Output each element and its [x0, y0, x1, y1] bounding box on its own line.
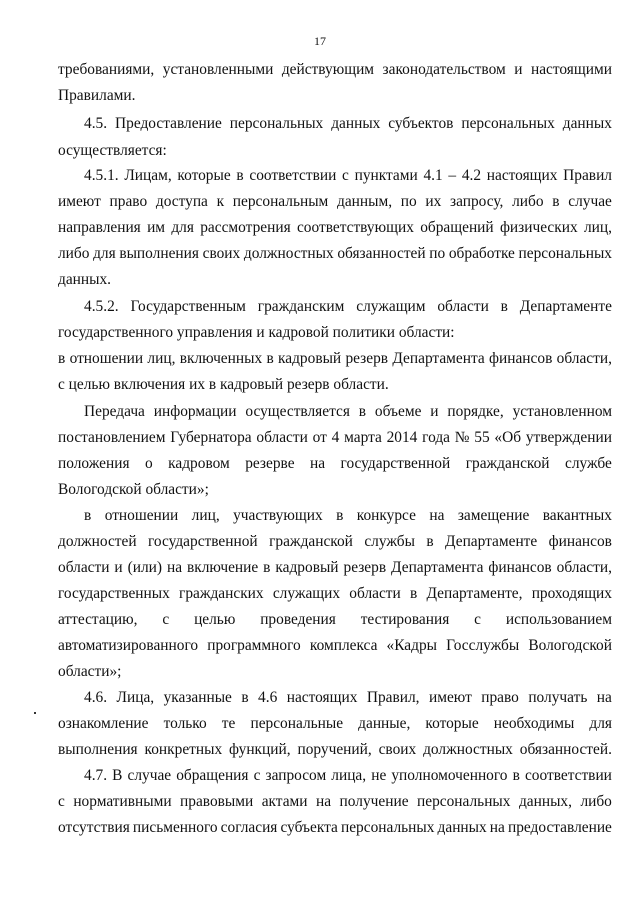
text-line: ознакомление только те персональные данные, которые необходимы для: [58, 715, 612, 732]
text-line: Передача информации осуществляется в объеме и порядке, установленном: [84, 403, 612, 420]
text-line: в отношении лиц, участвующих в конкурсе на замещение вакантных: [84, 507, 612, 524]
margin-mark: [34, 712, 36, 714]
page-number: 17: [314, 34, 326, 48]
text-line: 4.5. Предоставление персональных данных субъектов персональных данных: [84, 115, 612, 132]
text-line: постановлением Губернатора области от 4 марта 2014 года № 55 «Об утверждении: [58, 429, 612, 446]
text-line: области»;: [58, 663, 122, 680]
text-line: с нормативными правовыми актами на получение персональных данных, либо: [58, 793, 612, 810]
text-line: направления им для рассмотрения соответствующих обращений физических лиц,: [58, 219, 612, 236]
text-line: области и (или) на включение в кадровый резерв Департамента финансов области,: [58, 559, 612, 576]
text-line: государственного управления и кадровой политики области:: [58, 324, 455, 341]
text-line: имеют право доступа к персональным данным, по их запросу, либо в случае: [58, 193, 612, 210]
text-line: требованиями, установленными действующим законодательством и настоящими: [58, 61, 612, 78]
text-line: либо для выполнения своих должностных обязанностей по обработке персональных: [58, 245, 612, 262]
text-line: отсутствия письменного согласия субъекта персональных данных на предоставление: [58, 819, 612, 836]
text-line: государственных гражданских служащих области в Департаменте, проходящих: [58, 585, 612, 602]
text-line: положения о кадровом резерве на государственной гражданской службе: [58, 455, 612, 472]
text-line: данных.: [58, 271, 112, 288]
text-line: должностей государственной гражданской службы в Департаменте финансов: [58, 533, 612, 550]
text-line: осуществляется:: [58, 142, 167, 159]
text-line: Правилами.: [58, 87, 136, 104]
text-line: 4.5.1. Лицам, которые в соответствии с пунктами 4.1 – 4.2 настоящих Правил: [84, 167, 612, 184]
text-line: 4.5.2. Государственным гражданским служащим области в Департаменте: [84, 298, 612, 315]
text-line: 4.7. В случае обращения с запросом лица, не уполномоченного в соответствии: [84, 767, 612, 784]
text-line: автоматизированного программного комплекса «Кадры Госслужбы Вологодской: [58, 637, 612, 654]
text-line: выполнения конкретных функций, поручений, своих должностных обязанностей.: [58, 741, 612, 758]
text-line: 4.6. Лица, указанные в 4.6 настоящих Правил, имеют право получать на: [84, 689, 612, 706]
text-line: аттестацию, с целью проведения тестирования с использованием: [58, 611, 612, 628]
text-line: с целью включения их в кадровый резерв области.: [58, 376, 389, 393]
text-line: в отношении лиц, включенных в кадровый резерв Департамента финансов области,: [58, 350, 612, 367]
text-line: Вологодской области»;: [58, 481, 209, 498]
